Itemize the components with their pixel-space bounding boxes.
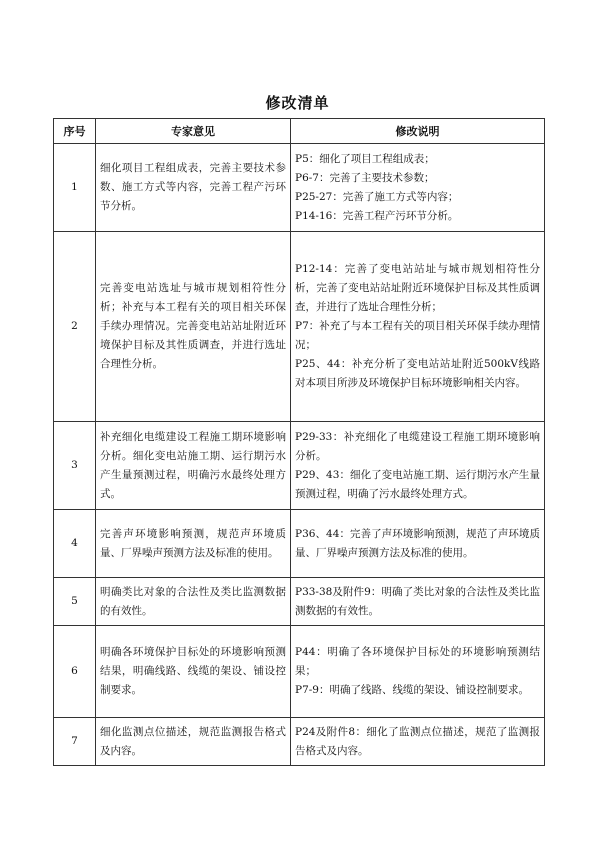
table-row	[54, 626, 545, 718]
revision-description	[291, 718, 545, 766]
desc-line: P5：细化了项目工程组成表；	[295, 152, 435, 165]
expert-opinion: 细化监测点位描述，规范监测报告格式及内容。	[96, 718, 291, 766]
desc-line: P14-16：完善工程产污环节分析。	[295, 209, 459, 222]
table-row	[54, 718, 545, 766]
row-number: 1	[54, 144, 96, 232]
table-row	[54, 422, 545, 510]
row-number: 5	[54, 578, 96, 626]
desc-line: P29-33：补充细化了电缆建设工程施工期环境影响分析。	[295, 430, 540, 462]
revision-description	[291, 422, 545, 510]
desc-line: P36、44：完善了声环境影响预测，规范了声环境质量、厂界噪声预测方法及标准的使用。	[295, 527, 540, 559]
desc-line: P29、43：细化了变电站施工期、运行期污水产生量预测过程，明确了污水最终处理方式。	[295, 468, 540, 500]
revision-description	[291, 578, 545, 626]
desc-line: P7：补充了与本工程有关的项目相关环保手续办理情况；	[295, 320, 540, 351]
revision-description	[291, 232, 545, 422]
desc-line: P12-14：完善了变电站站址与城市规划相符性分析，完善了变电站站址附近环境保护目标及其性质调查，并进行了选址合理性分析；	[295, 263, 540, 313]
table-row	[54, 510, 545, 578]
expert-opinion: 明确类比对象的合法性及类比监测数据的有效性。	[96, 578, 291, 626]
expert-opinion: 完善变电站选址与城市规划相符性分析；补充与本工程有关的项目相关环保手续办理情况。完善变电站站址附近环境保护目标及其性质调查，并进行选址合理性分析。	[96, 232, 291, 422]
row-number: 6	[54, 626, 96, 718]
revision-description	[291, 144, 545, 232]
desc-line: P25、44：补充分析了变电站站址附近500kV线路对本项目所涉及环境保护目标环境影响相关内容。	[295, 358, 540, 389]
header-opinion: 专家意见	[96, 119, 291, 144]
desc-line: P6-7：完善了主要技术参数；	[295, 171, 435, 184]
row-number: 2	[54, 232, 96, 422]
expert-opinion: 明确各环境保护目标处的环境影响预测结果，明确线路、线缆的架设、铺设控制要求。	[96, 626, 291, 718]
desc-line: P24及附件8：细化了监测点位描述，规范了监测报告格式及内容。	[295, 725, 540, 757]
expert-opinion: 细化项目工程组成表，完善主要技术参数、施工方式等内容，完善工程产污环节分析。	[96, 144, 291, 232]
desc-line: P7-9：明确了线路、线缆的架设、铺设控制要求。	[295, 684, 529, 696]
revision-description	[291, 510, 545, 578]
row-number: 4	[54, 510, 96, 578]
table-row	[54, 232, 545, 422]
revision-table	[53, 118, 545, 766]
row-number: 7	[54, 718, 96, 766]
table-header-row	[54, 119, 545, 144]
header-desc: 修改说明	[291, 119, 545, 144]
desc-line: P44：明确了各环境保护目标处的环境影响预测结果；	[295, 646, 540, 677]
revision-description	[291, 626, 545, 718]
table-row	[54, 578, 545, 626]
desc-line: P33-38及附件9：明确了类比对象的合法性及类比监测数据的有效性。	[295, 585, 540, 617]
expert-opinion: 补充细化电缆建设工程施工期环境影响分析。细化变电站施工期、运行期污水产生量预测过程，明确污水最终处理方式。	[96, 422, 291, 510]
header-num: 序号	[54, 119, 96, 144]
expert-opinion: 完善声环境影响预测，规范声环境质量、厂界噪声预测方法及标准的使用。	[96, 510, 291, 578]
page-title: 修改清单	[265, 94, 330, 112]
row-number: 3	[54, 422, 96, 510]
desc-line: P25-27：完善了施工方式等内容；	[295, 190, 459, 203]
table-row	[54, 144, 545, 232]
